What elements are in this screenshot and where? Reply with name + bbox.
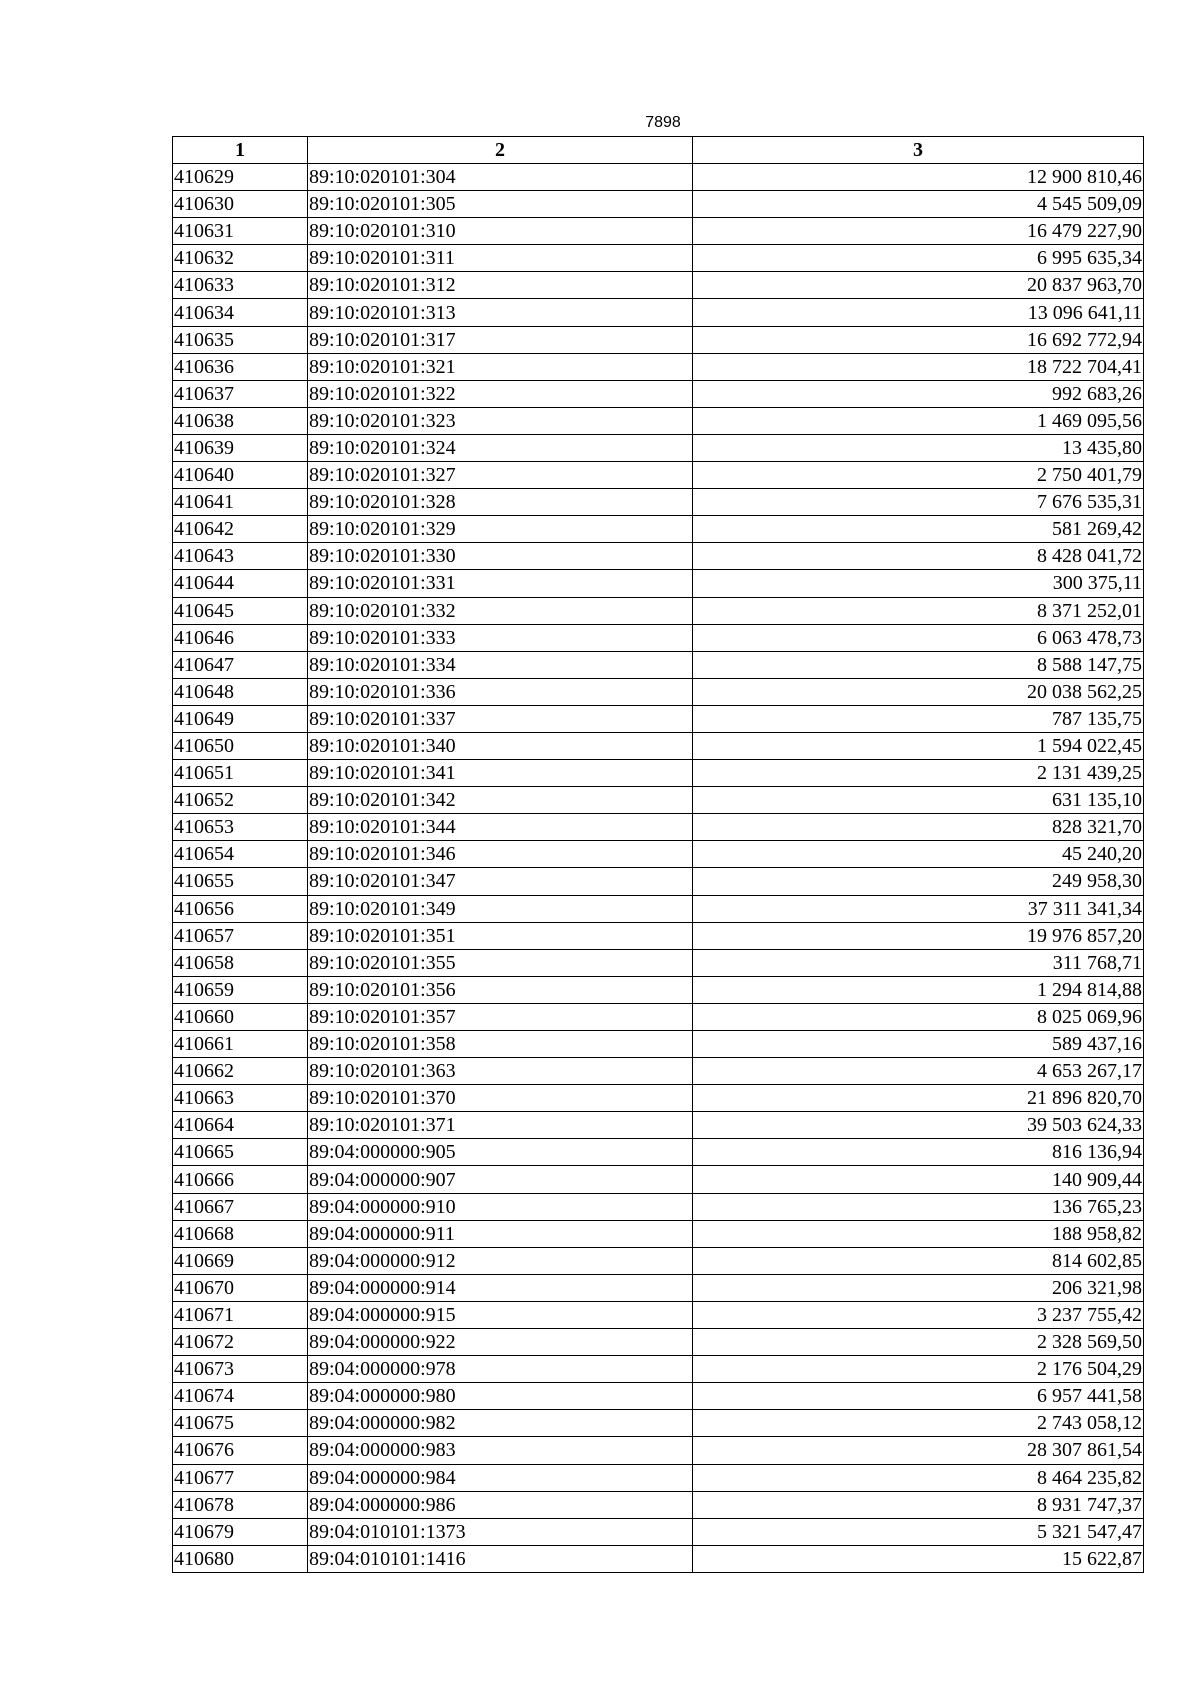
row-number-cell: 410666 [173, 1166, 308, 1193]
value-cell: 7 676 535,31 [693, 489, 1144, 516]
page-number [0, 113, 1200, 133]
table-row [173, 1329, 1144, 1356]
cadastral-number-cell: 89:04:000000:914 [308, 1274, 693, 1301]
cadastral-number-cell: 89:10:020101:328 [308, 489, 693, 516]
row-number-cell: 410641 [173, 489, 308, 516]
cadastral-number-cell: 89:10:020101:330 [308, 543, 693, 570]
table-row [173, 1085, 1144, 1112]
cadastral-number-cell: 89:04:010101:1373 [308, 1518, 693, 1545]
row-number-cell: 410663 [173, 1085, 308, 1112]
cadastral-number-cell: 89:10:020101:340 [308, 732, 693, 759]
cadastral-number-cell: 89:10:020101:336 [308, 678, 693, 705]
column-header-3: 3 [693, 137, 1144, 164]
value-cell: 16 692 772,94 [693, 326, 1144, 353]
cadastral-number-cell: 89:10:020101:317 [308, 326, 693, 353]
row-number-cell: 410652 [173, 787, 308, 814]
cadastral-number-cell: 89:04:000000:911 [308, 1220, 693, 1247]
row-number-cell: 410643 [173, 543, 308, 570]
table-row [173, 705, 1144, 732]
value-cell: 21 896 820,70 [693, 1085, 1144, 1112]
value-cell: 19 976 857,20 [693, 922, 1144, 949]
value-cell: 828 321,70 [693, 814, 1144, 841]
table-row [173, 1274, 1144, 1301]
table-row [173, 543, 1144, 570]
row-number-cell: 410660 [173, 1003, 308, 1030]
value-cell: 39 503 624,33 [693, 1112, 1144, 1139]
cadastral-number-cell: 89:10:020101:358 [308, 1031, 693, 1058]
registry-table [172, 136, 1144, 1573]
cadastral-number-cell: 89:10:020101:334 [308, 651, 693, 678]
row-number-cell: 410677 [173, 1464, 308, 1491]
value-cell: 311 768,71 [693, 949, 1144, 976]
table-row [173, 976, 1144, 1003]
cadastral-number-cell: 89:10:020101:344 [308, 814, 693, 841]
table-row [173, 218, 1144, 245]
row-number-cell: 410676 [173, 1437, 308, 1464]
cadastral-number-cell: 89:04:000000:984 [308, 1464, 693, 1491]
cadastral-number-cell: 89:10:020101:311 [308, 245, 693, 272]
table-row [173, 949, 1144, 976]
value-cell: 45 240,20 [693, 841, 1144, 868]
row-number-cell: 410649 [173, 705, 308, 732]
row-number-cell: 410631 [173, 218, 308, 245]
table-row [173, 164, 1144, 191]
value-cell: 188 958,82 [693, 1220, 1144, 1247]
table-row [173, 326, 1144, 353]
cadastral-number-cell: 89:04:000000:978 [308, 1356, 693, 1383]
value-cell: 2 743 058,12 [693, 1410, 1144, 1437]
column-header-1: 1 [173, 137, 308, 164]
value-cell: 1 594 022,45 [693, 732, 1144, 759]
page-number-text: 7898 [645, 114, 681, 131]
table-row [173, 1139, 1144, 1166]
row-number-cell: 410636 [173, 353, 308, 380]
cadastral-number-cell: 89:04:000000:922 [308, 1329, 693, 1356]
row-number-cell: 410630 [173, 191, 308, 218]
row-number-cell: 410674 [173, 1383, 308, 1410]
value-cell: 816 136,94 [693, 1139, 1144, 1166]
cadastral-number-cell: 89:10:020101:363 [308, 1058, 693, 1085]
table-row [173, 1220, 1144, 1247]
table-row [173, 787, 1144, 814]
cadastral-number-cell: 89:10:020101:347 [308, 868, 693, 895]
value-cell: 6 957 441,58 [693, 1383, 1144, 1410]
table-row [173, 1193, 1144, 1220]
row-number-cell: 410662 [173, 1058, 308, 1085]
cadastral-number-cell: 89:10:020101:332 [308, 597, 693, 624]
value-cell: 1 469 095,56 [693, 407, 1144, 434]
row-number-cell: 410642 [173, 516, 308, 543]
value-cell: 18 722 704,41 [693, 353, 1144, 380]
cadastral-number-cell: 89:10:020101:355 [308, 949, 693, 976]
cadastral-number-cell: 89:10:020101:305 [308, 191, 693, 218]
cadastral-number-cell: 89:10:020101:371 [308, 1112, 693, 1139]
row-number-cell: 410669 [173, 1247, 308, 1274]
table-row [173, 353, 1144, 380]
row-number-cell: 410637 [173, 380, 308, 407]
table-row [173, 922, 1144, 949]
table-row [173, 651, 1144, 678]
value-cell: 992 683,26 [693, 380, 1144, 407]
table-row [173, 732, 1144, 759]
cadastral-number-cell: 89:04:000000:905 [308, 1139, 693, 1166]
value-cell: 787 135,75 [693, 705, 1144, 732]
value-cell: 2 750 401,79 [693, 462, 1144, 489]
table-row [173, 1464, 1144, 1491]
cadastral-number-cell: 89:10:020101:356 [308, 976, 693, 1003]
table-body [173, 164, 1144, 1573]
table-row [173, 489, 1144, 516]
cadastral-number-cell: 89:10:020101:313 [308, 299, 693, 326]
value-cell: 12 900 810,46 [693, 164, 1144, 191]
table-row [173, 1247, 1144, 1274]
row-number-cell: 410661 [173, 1031, 308, 1058]
cadastral-number-cell: 89:10:020101:304 [308, 164, 693, 191]
row-number-cell: 410656 [173, 895, 308, 922]
cadastral-number-cell: 89:10:020101:327 [308, 462, 693, 489]
value-cell: 28 307 861,54 [693, 1437, 1144, 1464]
table-row [173, 407, 1144, 434]
table-row [173, 1031, 1144, 1058]
row-number-cell: 410645 [173, 597, 308, 624]
value-cell: 2 131 439,25 [693, 760, 1144, 787]
row-number-cell: 410634 [173, 299, 308, 326]
row-number-cell: 410670 [173, 1274, 308, 1301]
cadastral-number-cell: 89:10:020101:310 [308, 218, 693, 245]
column-header-2: 2 [308, 137, 693, 164]
row-number-cell: 410675 [173, 1410, 308, 1437]
table-row [173, 516, 1144, 543]
cadastral-number-cell: 89:10:020101:351 [308, 922, 693, 949]
row-number-cell: 410651 [173, 760, 308, 787]
table-row [173, 272, 1144, 299]
row-number-cell: 410644 [173, 570, 308, 597]
cadastral-number-cell: 89:10:020101:331 [308, 570, 693, 597]
cadastral-number-cell: 89:04:000000:912 [308, 1247, 693, 1274]
row-number-cell: 410658 [173, 949, 308, 976]
table-row [173, 1437, 1144, 1464]
row-number-cell: 410646 [173, 624, 308, 651]
value-cell: 6 995 635,34 [693, 245, 1144, 272]
cadastral-number-cell: 89:10:020101:337 [308, 705, 693, 732]
row-number-cell: 410672 [173, 1329, 308, 1356]
cadastral-number-cell: 89:04:010101:1416 [308, 1545, 693, 1572]
table-row [173, 462, 1144, 489]
value-cell: 8 371 252,01 [693, 597, 1144, 624]
value-cell: 20 038 562,25 [693, 678, 1144, 705]
table-row [173, 191, 1144, 218]
row-number-cell: 410657 [173, 922, 308, 949]
value-cell: 13 435,80 [693, 434, 1144, 461]
cadastral-number-cell: 89:04:000000:915 [308, 1301, 693, 1328]
table-row [173, 570, 1144, 597]
row-number-cell: 410671 [173, 1301, 308, 1328]
value-cell: 8 931 747,37 [693, 1491, 1144, 1518]
table-row [173, 1301, 1144, 1328]
value-cell: 8 428 041,72 [693, 543, 1144, 570]
value-cell: 2 176 504,29 [693, 1356, 1144, 1383]
value-cell: 8 025 069,96 [693, 1003, 1144, 1030]
value-cell: 581 269,42 [693, 516, 1144, 543]
value-cell: 631 135,10 [693, 787, 1144, 814]
row-number-cell: 410639 [173, 434, 308, 461]
row-number-cell: 410653 [173, 814, 308, 841]
value-cell: 3 237 755,42 [693, 1301, 1144, 1328]
row-number-cell: 410650 [173, 732, 308, 759]
table-row [173, 434, 1144, 461]
cadastral-number-cell: 89:10:020101:321 [308, 353, 693, 380]
row-number-cell: 410635 [173, 326, 308, 353]
value-cell: 5 321 547,47 [693, 1518, 1144, 1545]
table-row [173, 868, 1144, 895]
cadastral-number-cell: 89:10:020101:346 [308, 841, 693, 868]
row-number-cell: 410668 [173, 1220, 308, 1247]
table-row [173, 841, 1144, 868]
row-number-cell: 410678 [173, 1491, 308, 1518]
value-cell: 300 375,11 [693, 570, 1144, 597]
cadastral-number-cell: 89:04:000000:986 [308, 1491, 693, 1518]
table-row [173, 814, 1144, 841]
table-header-row [173, 137, 1144, 164]
row-number-cell: 410648 [173, 678, 308, 705]
value-cell: 8 464 235,82 [693, 1464, 1144, 1491]
cadastral-number-cell: 89:10:020101:357 [308, 1003, 693, 1030]
cadastral-number-cell: 89:10:020101:341 [308, 760, 693, 787]
value-cell: 814 602,85 [693, 1247, 1144, 1274]
value-cell: 20 837 963,70 [693, 272, 1144, 299]
row-number-cell: 410680 [173, 1545, 308, 1572]
cadastral-number-cell: 89:04:000000:983 [308, 1437, 693, 1464]
table-row [173, 1545, 1144, 1572]
table-row [173, 380, 1144, 407]
cadastral-number-cell: 89:10:020101:322 [308, 380, 693, 407]
table-row [173, 597, 1144, 624]
row-number-cell: 410638 [173, 407, 308, 434]
cadastral-number-cell: 89:10:020101:324 [308, 434, 693, 461]
value-cell: 2 328 569,50 [693, 1329, 1144, 1356]
cadastral-number-cell: 89:04:000000:907 [308, 1166, 693, 1193]
table-row [173, 1112, 1144, 1139]
row-number-cell: 410633 [173, 272, 308, 299]
table-row [173, 299, 1144, 326]
value-cell: 37 311 341,34 [693, 895, 1144, 922]
table-row [173, 1003, 1144, 1030]
table-row [173, 1410, 1144, 1437]
value-cell: 15 622,87 [693, 1545, 1144, 1572]
row-number-cell: 410659 [173, 976, 308, 1003]
table-row [173, 1058, 1144, 1085]
row-number-cell: 410629 [173, 164, 308, 191]
table-row [173, 1383, 1144, 1410]
value-cell: 206 321,98 [693, 1274, 1144, 1301]
value-cell: 6 063 478,73 [693, 624, 1144, 651]
table-row [173, 678, 1144, 705]
row-number-cell: 410640 [173, 462, 308, 489]
value-cell: 13 096 641,11 [693, 299, 1144, 326]
value-cell: 140 909,44 [693, 1166, 1144, 1193]
row-number-cell: 410665 [173, 1139, 308, 1166]
table-row [173, 760, 1144, 787]
cadastral-number-cell: 89:10:020101:333 [308, 624, 693, 651]
value-cell: 589 437,16 [693, 1031, 1144, 1058]
row-number-cell: 410673 [173, 1356, 308, 1383]
row-number-cell: 410664 [173, 1112, 308, 1139]
row-number-cell: 410667 [173, 1193, 308, 1220]
cadastral-number-cell: 89:04:000000:982 [308, 1410, 693, 1437]
value-cell: 16 479 227,90 [693, 218, 1144, 245]
row-number-cell: 410679 [173, 1518, 308, 1545]
row-number-cell: 410655 [173, 868, 308, 895]
table-row [173, 1356, 1144, 1383]
cadastral-number-cell: 89:10:020101:349 [308, 895, 693, 922]
value-cell: 8 588 147,75 [693, 651, 1144, 678]
table-row [173, 1166, 1144, 1193]
cadastral-number-cell: 89:10:020101:342 [308, 787, 693, 814]
cadastral-number-cell: 89:10:020101:323 [308, 407, 693, 434]
table-row [173, 895, 1144, 922]
value-cell: 4 653 267,17 [693, 1058, 1144, 1085]
value-cell: 4 545 509,09 [693, 191, 1144, 218]
value-cell: 136 765,23 [693, 1193, 1144, 1220]
cadastral-number-cell: 89:10:020101:329 [308, 516, 693, 543]
row-number-cell: 410654 [173, 841, 308, 868]
cadastral-number-cell: 89:04:000000:980 [308, 1383, 693, 1410]
row-number-cell: 410632 [173, 245, 308, 272]
cadastral-number-cell: 89:04:000000:910 [308, 1193, 693, 1220]
value-cell: 249 958,30 [693, 868, 1144, 895]
row-number-cell: 410647 [173, 651, 308, 678]
table-row [173, 1518, 1144, 1545]
cadastral-number-cell: 89:10:020101:370 [308, 1085, 693, 1112]
table-row [173, 245, 1144, 272]
value-cell: 1 294 814,88 [693, 976, 1144, 1003]
table-row [173, 1491, 1144, 1518]
table-row [173, 624, 1144, 651]
cadastral-number-cell: 89:10:020101:312 [308, 272, 693, 299]
